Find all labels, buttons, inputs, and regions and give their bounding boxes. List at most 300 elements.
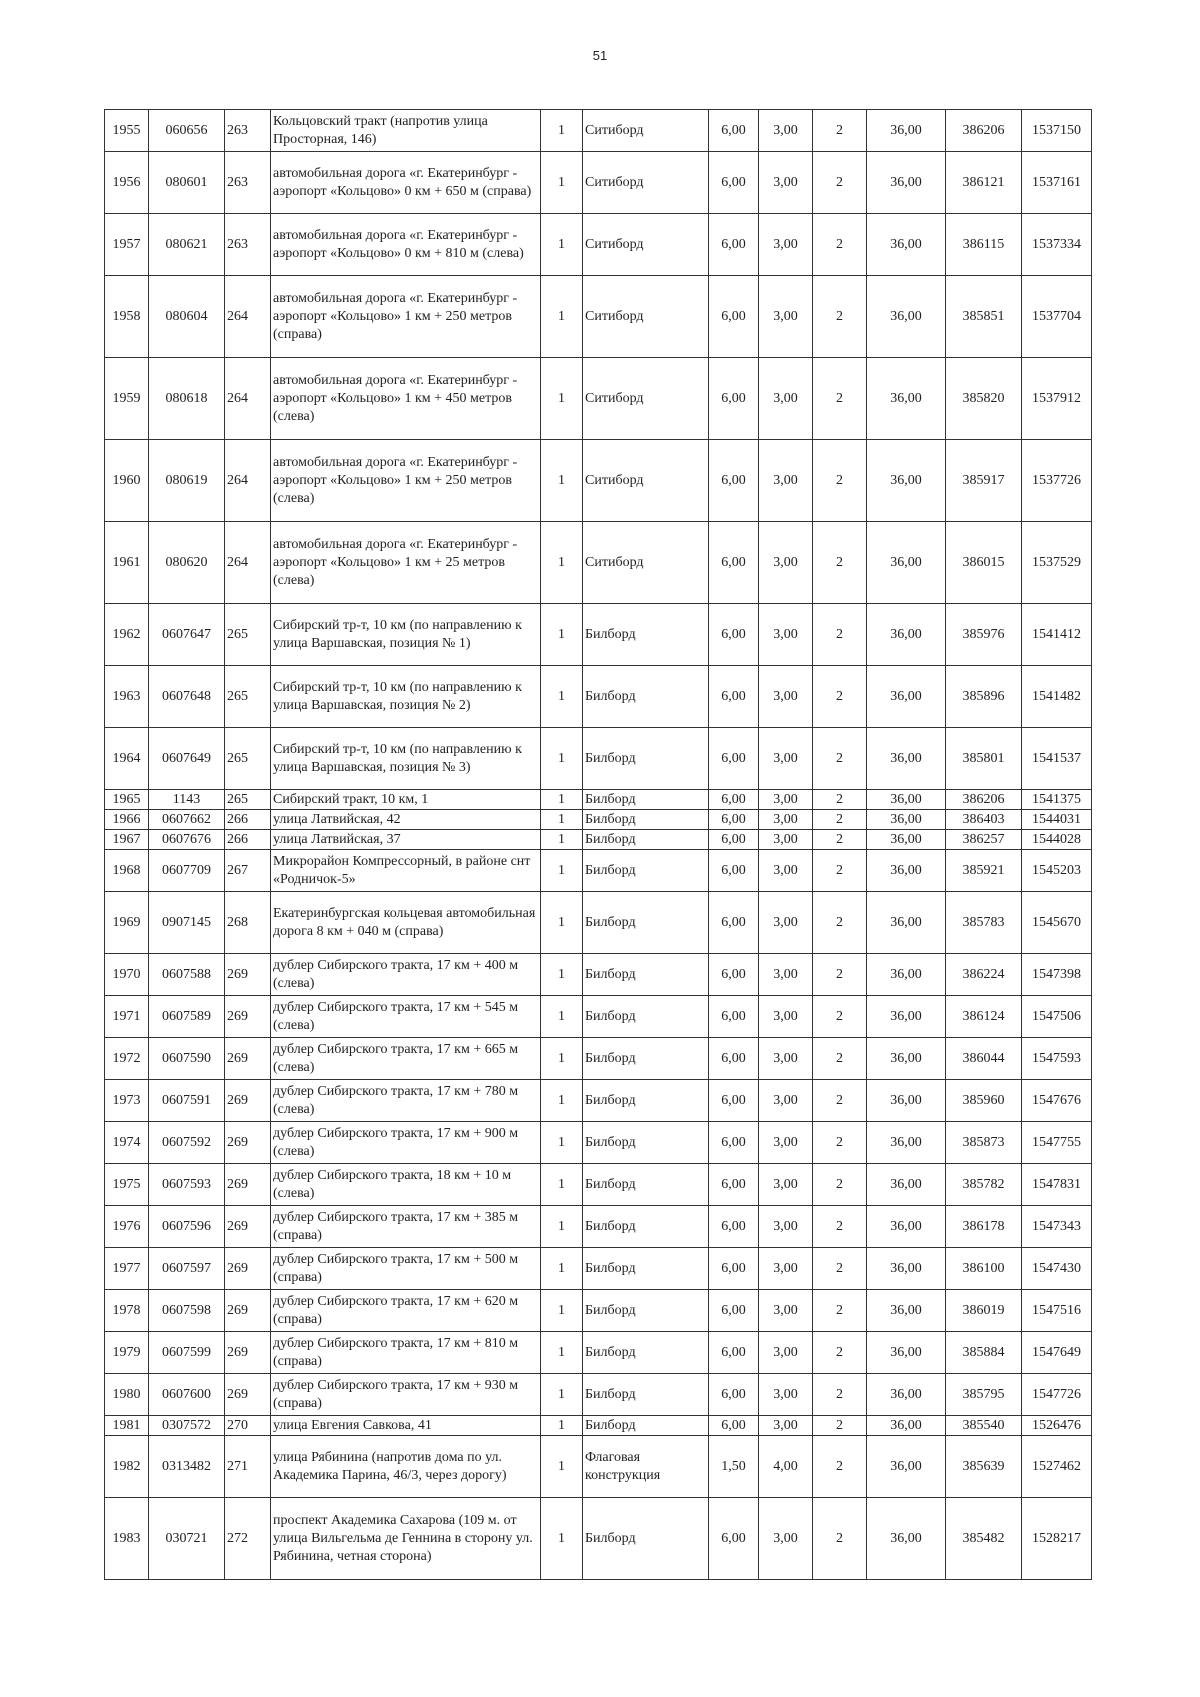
cell-area: 36,00	[867, 1436, 946, 1498]
cell-x: 385976	[946, 604, 1022, 666]
cell-x: 385482	[946, 1498, 1022, 1580]
cell-area: 36,00	[867, 276, 946, 358]
cell-area: 36,00	[867, 666, 946, 728]
cell-num: 1961	[105, 522, 149, 604]
cell-x: 385884	[946, 1332, 1022, 1374]
cell-num: 1972	[105, 1038, 149, 1080]
table-row	[105, 790, 1092, 810]
cell-address: автомобильная дорога «г. Екатеринбург - аэропорт «Кольцово» 0 км + 650 м (справа)	[271, 152, 541, 214]
cell-block: 265	[225, 790, 271, 810]
cell-type: Билборд	[583, 666, 709, 728]
cell-area: 36,00	[867, 522, 946, 604]
cell-x: 385917	[946, 440, 1022, 522]
cell-area: 36,00	[867, 440, 946, 522]
cell-w: 6,00	[709, 1122, 759, 1164]
cell-id: 0307572	[149, 1416, 225, 1436]
cell-type: Билборд	[583, 996, 709, 1038]
cell-w: 6,00	[709, 1164, 759, 1206]
cell-address: улица Евгения Савкова, 41	[271, 1416, 541, 1436]
table-row	[105, 358, 1092, 440]
cell-sides: 2	[813, 996, 867, 1038]
cell-num: 1983	[105, 1498, 149, 1580]
cell-block: 268	[225, 892, 271, 954]
cell-block: 264	[225, 276, 271, 358]
cell-w: 6,00	[709, 152, 759, 214]
cell-y: 1547831	[1022, 1164, 1092, 1206]
cell-x: 386019	[946, 1290, 1022, 1332]
cell-area: 36,00	[867, 1080, 946, 1122]
cell-area: 36,00	[867, 1416, 946, 1436]
cell-sides: 2	[813, 1374, 867, 1416]
cell-id: 060656	[149, 110, 225, 152]
cell-area: 36,00	[867, 1164, 946, 1206]
table-row	[105, 996, 1092, 1038]
cell-num: 1968	[105, 850, 149, 892]
cell-id: 0607590	[149, 1038, 225, 1080]
cell-w: 6,00	[709, 604, 759, 666]
cell-num: 1978	[105, 1290, 149, 1332]
cell-num: 1974	[105, 1122, 149, 1164]
cell-qty: 1	[541, 1122, 583, 1164]
cell-block: 269	[225, 1332, 271, 1374]
cell-y: 1547430	[1022, 1248, 1092, 1290]
cell-w: 6,00	[709, 1038, 759, 1080]
cell-type: Ситиборд	[583, 214, 709, 276]
cell-area: 36,00	[867, 152, 946, 214]
cell-h: 3,00	[759, 810, 813, 830]
cell-x: 385896	[946, 666, 1022, 728]
cell-w: 6,00	[709, 954, 759, 996]
cell-x: 386178	[946, 1206, 1022, 1248]
cell-x: 385921	[946, 850, 1022, 892]
cell-address: дублер Сибирского тракта, 17 км + 900 м (слева)	[271, 1122, 541, 1164]
cell-w: 6,00	[709, 790, 759, 810]
cell-qty: 1	[541, 152, 583, 214]
cell-address: дублер Сибирского тракта, 17 км + 400 м (слева)	[271, 954, 541, 996]
cell-y: 1537150	[1022, 110, 1092, 152]
cell-block: 264	[225, 522, 271, 604]
cell-id: 0607599	[149, 1332, 225, 1374]
cell-area: 36,00	[867, 1374, 946, 1416]
table-row	[105, 152, 1092, 214]
cell-sides: 2	[813, 666, 867, 728]
table-row	[105, 110, 1092, 152]
cell-w: 6,00	[709, 1206, 759, 1248]
table-row	[105, 276, 1092, 358]
table-row	[105, 1332, 1092, 1374]
cell-id: 080621	[149, 214, 225, 276]
cell-address: проспект Академика Сахарова (109 м. от улица Вильгельма де Геннина в сторону ул. Рябинина, четная сторона)	[271, 1498, 541, 1580]
cell-x: 385540	[946, 1416, 1022, 1436]
cell-num: 1964	[105, 728, 149, 790]
cell-sides: 2	[813, 790, 867, 810]
table-row	[105, 1498, 1092, 1580]
table-row	[105, 1248, 1092, 1290]
cell-qty: 1	[541, 1290, 583, 1332]
cell-qty: 1	[541, 1416, 583, 1436]
cell-y: 1537704	[1022, 276, 1092, 358]
cell-y: 1541375	[1022, 790, 1092, 810]
cell-h: 3,00	[759, 666, 813, 728]
cell-y: 1537726	[1022, 440, 1092, 522]
cell-block: 265	[225, 666, 271, 728]
cell-h: 3,00	[759, 1498, 813, 1580]
cell-h: 3,00	[759, 954, 813, 996]
cell-h: 3,00	[759, 728, 813, 790]
cell-x: 386403	[946, 810, 1022, 830]
cell-y: 1544031	[1022, 810, 1092, 830]
cell-area: 36,00	[867, 728, 946, 790]
cell-w: 6,00	[709, 1332, 759, 1374]
cell-x: 386015	[946, 522, 1022, 604]
cell-sides: 2	[813, 358, 867, 440]
cell-area: 36,00	[867, 996, 946, 1038]
cell-sides: 2	[813, 440, 867, 522]
cell-id: 0607591	[149, 1080, 225, 1122]
cell-y: 1537912	[1022, 358, 1092, 440]
cell-h: 3,00	[759, 1038, 813, 1080]
table-row	[105, 892, 1092, 954]
cell-num: 1980	[105, 1374, 149, 1416]
cell-w: 6,00	[709, 110, 759, 152]
cell-type: Ситиборд	[583, 152, 709, 214]
table-row	[105, 1038, 1092, 1080]
cell-address: автомобильная дорога «г. Екатеринбург - аэропорт «Кольцово» 1 км + 250 метров (слева)	[271, 440, 541, 522]
cell-sides: 2	[813, 810, 867, 830]
cell-h: 3,00	[759, 604, 813, 666]
cell-qty: 1	[541, 728, 583, 790]
cell-block: 266	[225, 810, 271, 830]
cell-type: Ситиборд	[583, 110, 709, 152]
cell-type: Билборд	[583, 604, 709, 666]
cell-y: 1541482	[1022, 666, 1092, 728]
cell-id: 0607600	[149, 1374, 225, 1416]
cell-block: 265	[225, 604, 271, 666]
cell-y: 1544028	[1022, 830, 1092, 850]
cell-address: автомобильная дорога «г. Екатеринбург - аэропорт «Кольцово» 1 км + 450 метров (слева)	[271, 358, 541, 440]
cell-type: Билборд	[583, 1164, 709, 1206]
cell-area: 36,00	[867, 892, 946, 954]
cell-x: 385873	[946, 1122, 1022, 1164]
cell-y: 1547506	[1022, 996, 1092, 1038]
cell-qty: 1	[541, 1332, 583, 1374]
cell-block: 269	[225, 1122, 271, 1164]
cell-block: 264	[225, 440, 271, 522]
cell-qty: 1	[541, 604, 583, 666]
cell-w: 6,00	[709, 358, 759, 440]
cell-area: 36,00	[867, 1038, 946, 1080]
cell-w: 6,00	[709, 276, 759, 358]
cell-x: 386224	[946, 954, 1022, 996]
cell-h: 3,00	[759, 1374, 813, 1416]
cell-id: 0907145	[149, 892, 225, 954]
cell-address: автомобильная дорога «г. Екатеринбург - аэропорт «Кольцово» 0 км + 810 м (слева)	[271, 214, 541, 276]
cell-sides: 2	[813, 728, 867, 790]
cell-sides: 2	[813, 1290, 867, 1332]
cell-address: автомобильная дорога «г. Екатеринбург - аэропорт «Кольцово» 1 км + 25 метров (слева)	[271, 522, 541, 604]
cell-address: Сибирский тр-т, 10 км (по направлению к улица Варшавская, позиция № 1)	[271, 604, 541, 666]
cell-area: 36,00	[867, 1206, 946, 1248]
cell-sides: 2	[813, 110, 867, 152]
cell-type: Билборд	[583, 954, 709, 996]
cell-num: 1973	[105, 1080, 149, 1122]
cell-sides: 2	[813, 892, 867, 954]
cell-qty: 1	[541, 214, 583, 276]
cell-id: 0607709	[149, 850, 225, 892]
cell-address: улица Латвийская, 37	[271, 830, 541, 850]
cell-qty: 1	[541, 996, 583, 1038]
cell-address: Кольцовский тракт (напротив улица Просторная, 146)	[271, 110, 541, 152]
cell-num: 1969	[105, 892, 149, 954]
cell-area: 36,00	[867, 1332, 946, 1374]
cell-y: 1545203	[1022, 850, 1092, 892]
cell-area: 36,00	[867, 1122, 946, 1164]
cell-qty: 1	[541, 1436, 583, 1498]
cell-y: 1547676	[1022, 1080, 1092, 1122]
cell-w: 6,00	[709, 1416, 759, 1436]
cell-area: 36,00	[867, 850, 946, 892]
cell-h: 3,00	[759, 1080, 813, 1122]
table-row	[105, 214, 1092, 276]
cell-w: 6,00	[709, 996, 759, 1038]
cell-id: 0607588	[149, 954, 225, 996]
cell-qty: 1	[541, 850, 583, 892]
cell-sides: 2	[813, 1122, 867, 1164]
cell-h: 3,00	[759, 1248, 813, 1290]
cell-type: Билборд	[583, 1248, 709, 1290]
cell-sides: 2	[813, 1416, 867, 1436]
cell-type: Билборд	[583, 1122, 709, 1164]
cell-sides: 2	[813, 276, 867, 358]
cell-block: 269	[225, 996, 271, 1038]
cell-num: 1979	[105, 1332, 149, 1374]
cell-x: 385639	[946, 1436, 1022, 1498]
cell-type: Билборд	[583, 892, 709, 954]
cell-sides: 2	[813, 1164, 867, 1206]
table-row	[105, 830, 1092, 850]
cell-h: 3,00	[759, 358, 813, 440]
cell-block: 269	[225, 1038, 271, 1080]
table-row	[105, 1164, 1092, 1206]
cell-block: 265	[225, 728, 271, 790]
cell-address: Сибирский тр-т, 10 км (по направлению к улица Варшавская, позиция № 3)	[271, 728, 541, 790]
cell-block: 263	[225, 110, 271, 152]
cell-qty: 1	[541, 1374, 583, 1416]
cell-address: дублер Сибирского тракта, 17 км + 500 м (справа)	[271, 1248, 541, 1290]
cell-address: Микрорайон Компрессорный, в районе снт «Родничок-5»	[271, 850, 541, 892]
cell-x: 385795	[946, 1374, 1022, 1416]
cell-y: 1547755	[1022, 1122, 1092, 1164]
cell-block: 263	[225, 152, 271, 214]
cell-num: 1977	[105, 1248, 149, 1290]
cell-sides: 2	[813, 1038, 867, 1080]
cell-w: 6,00	[709, 1374, 759, 1416]
cell-sides: 2	[813, 1206, 867, 1248]
registry-rows	[105, 110, 1092, 1580]
cell-block: 269	[225, 954, 271, 996]
cell-x: 386044	[946, 1038, 1022, 1080]
cell-h: 3,00	[759, 440, 813, 522]
cell-h: 3,00	[759, 830, 813, 850]
cell-w: 6,00	[709, 830, 759, 850]
cell-qty: 1	[541, 1206, 583, 1248]
cell-qty: 1	[541, 1164, 583, 1206]
cell-x: 385851	[946, 276, 1022, 358]
table-row	[105, 1206, 1092, 1248]
cell-w: 6,00	[709, 892, 759, 954]
cell-address: Сибирский тр-т, 10 км (по направлению к улица Варшавская, позиция № 2)	[271, 666, 541, 728]
cell-y: 1541412	[1022, 604, 1092, 666]
cell-h: 3,00	[759, 152, 813, 214]
cell-sides: 2	[813, 1248, 867, 1290]
cell-y: 1527462	[1022, 1436, 1092, 1498]
cell-address: дублер Сибирского тракта, 17 км + 930 м (справа)	[271, 1374, 541, 1416]
cell-block: 269	[225, 1248, 271, 1290]
cell-sides: 2	[813, 214, 867, 276]
cell-y: 1547343	[1022, 1206, 1092, 1248]
cell-qty: 1	[541, 1248, 583, 1290]
table-row	[105, 522, 1092, 604]
cell-w: 1,50	[709, 1436, 759, 1498]
cell-y: 1526476	[1022, 1416, 1092, 1436]
table-row	[105, 850, 1092, 892]
cell-x: 385960	[946, 1080, 1022, 1122]
cell-area: 36,00	[867, 790, 946, 810]
cell-qty: 1	[541, 110, 583, 152]
cell-h: 3,00	[759, 1164, 813, 1206]
cell-id: 0607648	[149, 666, 225, 728]
cell-h: 4,00	[759, 1436, 813, 1498]
cell-x: 385801	[946, 728, 1022, 790]
cell-num: 1971	[105, 996, 149, 1038]
cell-id: 0607662	[149, 810, 225, 830]
table-row	[105, 1374, 1092, 1416]
cell-x: 385820	[946, 358, 1022, 440]
cell-id: 0607592	[149, 1122, 225, 1164]
cell-id: 0607593	[149, 1164, 225, 1206]
cell-y: 1547649	[1022, 1332, 1092, 1374]
cell-y: 1545670	[1022, 892, 1092, 954]
cell-num: 1976	[105, 1206, 149, 1248]
cell-qty: 1	[541, 666, 583, 728]
cell-w: 6,00	[709, 666, 759, 728]
cell-area: 36,00	[867, 1290, 946, 1332]
cell-id: 0607598	[149, 1290, 225, 1332]
cell-w: 6,00	[709, 214, 759, 276]
cell-num: 1956	[105, 152, 149, 214]
cell-num: 1981	[105, 1416, 149, 1436]
cell-y: 1528217	[1022, 1498, 1092, 1580]
cell-qty: 1	[541, 276, 583, 358]
cell-h: 3,00	[759, 1416, 813, 1436]
cell-num: 1963	[105, 666, 149, 728]
cell-qty: 1	[541, 954, 583, 996]
cell-h: 3,00	[759, 214, 813, 276]
cell-qty: 1	[541, 522, 583, 604]
cell-block: 269	[225, 1206, 271, 1248]
cell-id: 0607676	[149, 830, 225, 850]
cell-qty: 1	[541, 830, 583, 850]
cell-block: 270	[225, 1416, 271, 1436]
cell-w: 6,00	[709, 728, 759, 790]
cell-w: 6,00	[709, 1248, 759, 1290]
table-row	[105, 666, 1092, 728]
table-row	[105, 1416, 1092, 1436]
cell-address: дублер Сибирского тракта, 18 км + 10 м (слева)	[271, 1164, 541, 1206]
cell-h: 3,00	[759, 1206, 813, 1248]
cell-block: 267	[225, 850, 271, 892]
cell-sides: 2	[813, 1080, 867, 1122]
cell-sides: 2	[813, 604, 867, 666]
cell-area: 36,00	[867, 214, 946, 276]
cell-num: 1962	[105, 604, 149, 666]
cell-address: дублер Сибирского тракта, 17 км + 385 м (справа)	[271, 1206, 541, 1248]
cell-address: улица Латвийская, 42	[271, 810, 541, 830]
cell-type: Билборд	[583, 1080, 709, 1122]
cell-id: 0607596	[149, 1206, 225, 1248]
cell-id: 0313482	[149, 1436, 225, 1498]
cell-block: 269	[225, 1080, 271, 1122]
cell-y: 1537334	[1022, 214, 1092, 276]
cell-x: 386121	[946, 152, 1022, 214]
cell-x: 386206	[946, 110, 1022, 152]
table-row	[105, 1080, 1092, 1122]
table-row	[105, 1122, 1092, 1164]
cell-type: Ситиборд	[583, 440, 709, 522]
cell-address: дублер Сибирского тракта, 17 км + 545 м (слева)	[271, 996, 541, 1038]
cell-sides: 2	[813, 954, 867, 996]
cell-address: Сибирский тракт, 10 км, 1	[271, 790, 541, 810]
cell-id: 0607597	[149, 1248, 225, 1290]
cell-h: 3,00	[759, 790, 813, 810]
cell-h: 3,00	[759, 850, 813, 892]
cell-block: 266	[225, 830, 271, 850]
cell-address: Екатеринбургская кольцевая автомобильная дорога 8 км + 040 м (справа)	[271, 892, 541, 954]
cell-address: дублер Сибирского тракта, 17 км + 780 м (слева)	[271, 1080, 541, 1122]
cell-num: 1975	[105, 1164, 149, 1206]
cell-h: 3,00	[759, 110, 813, 152]
cell-area: 36,00	[867, 810, 946, 830]
cell-w: 6,00	[709, 1498, 759, 1580]
cell-w: 6,00	[709, 522, 759, 604]
cell-num: 1958	[105, 276, 149, 358]
cell-id: 080619	[149, 440, 225, 522]
cell-x: 386115	[946, 214, 1022, 276]
cell-id: 1143	[149, 790, 225, 810]
cell-qty: 1	[541, 810, 583, 830]
cell-id: 080601	[149, 152, 225, 214]
cell-type: Билборд	[583, 728, 709, 790]
cell-sides: 2	[813, 830, 867, 850]
cell-y: 1541537	[1022, 728, 1092, 790]
cell-block: 269	[225, 1290, 271, 1332]
cell-sides: 2	[813, 850, 867, 892]
cell-h: 3,00	[759, 892, 813, 954]
cell-sides: 2	[813, 152, 867, 214]
cell-id: 080618	[149, 358, 225, 440]
cell-area: 36,00	[867, 830, 946, 850]
cell-type: Билборд	[583, 1416, 709, 1436]
cell-h: 3,00	[759, 522, 813, 604]
cell-num: 1955	[105, 110, 149, 152]
cell-type: Билборд	[583, 1038, 709, 1080]
cell-num: 1960	[105, 440, 149, 522]
cell-qty: 1	[541, 1498, 583, 1580]
cell-area: 36,00	[867, 110, 946, 152]
page-number: 51	[592, 48, 608, 63]
cell-y: 1547398	[1022, 954, 1092, 996]
cell-y: 1547593	[1022, 1038, 1092, 1080]
